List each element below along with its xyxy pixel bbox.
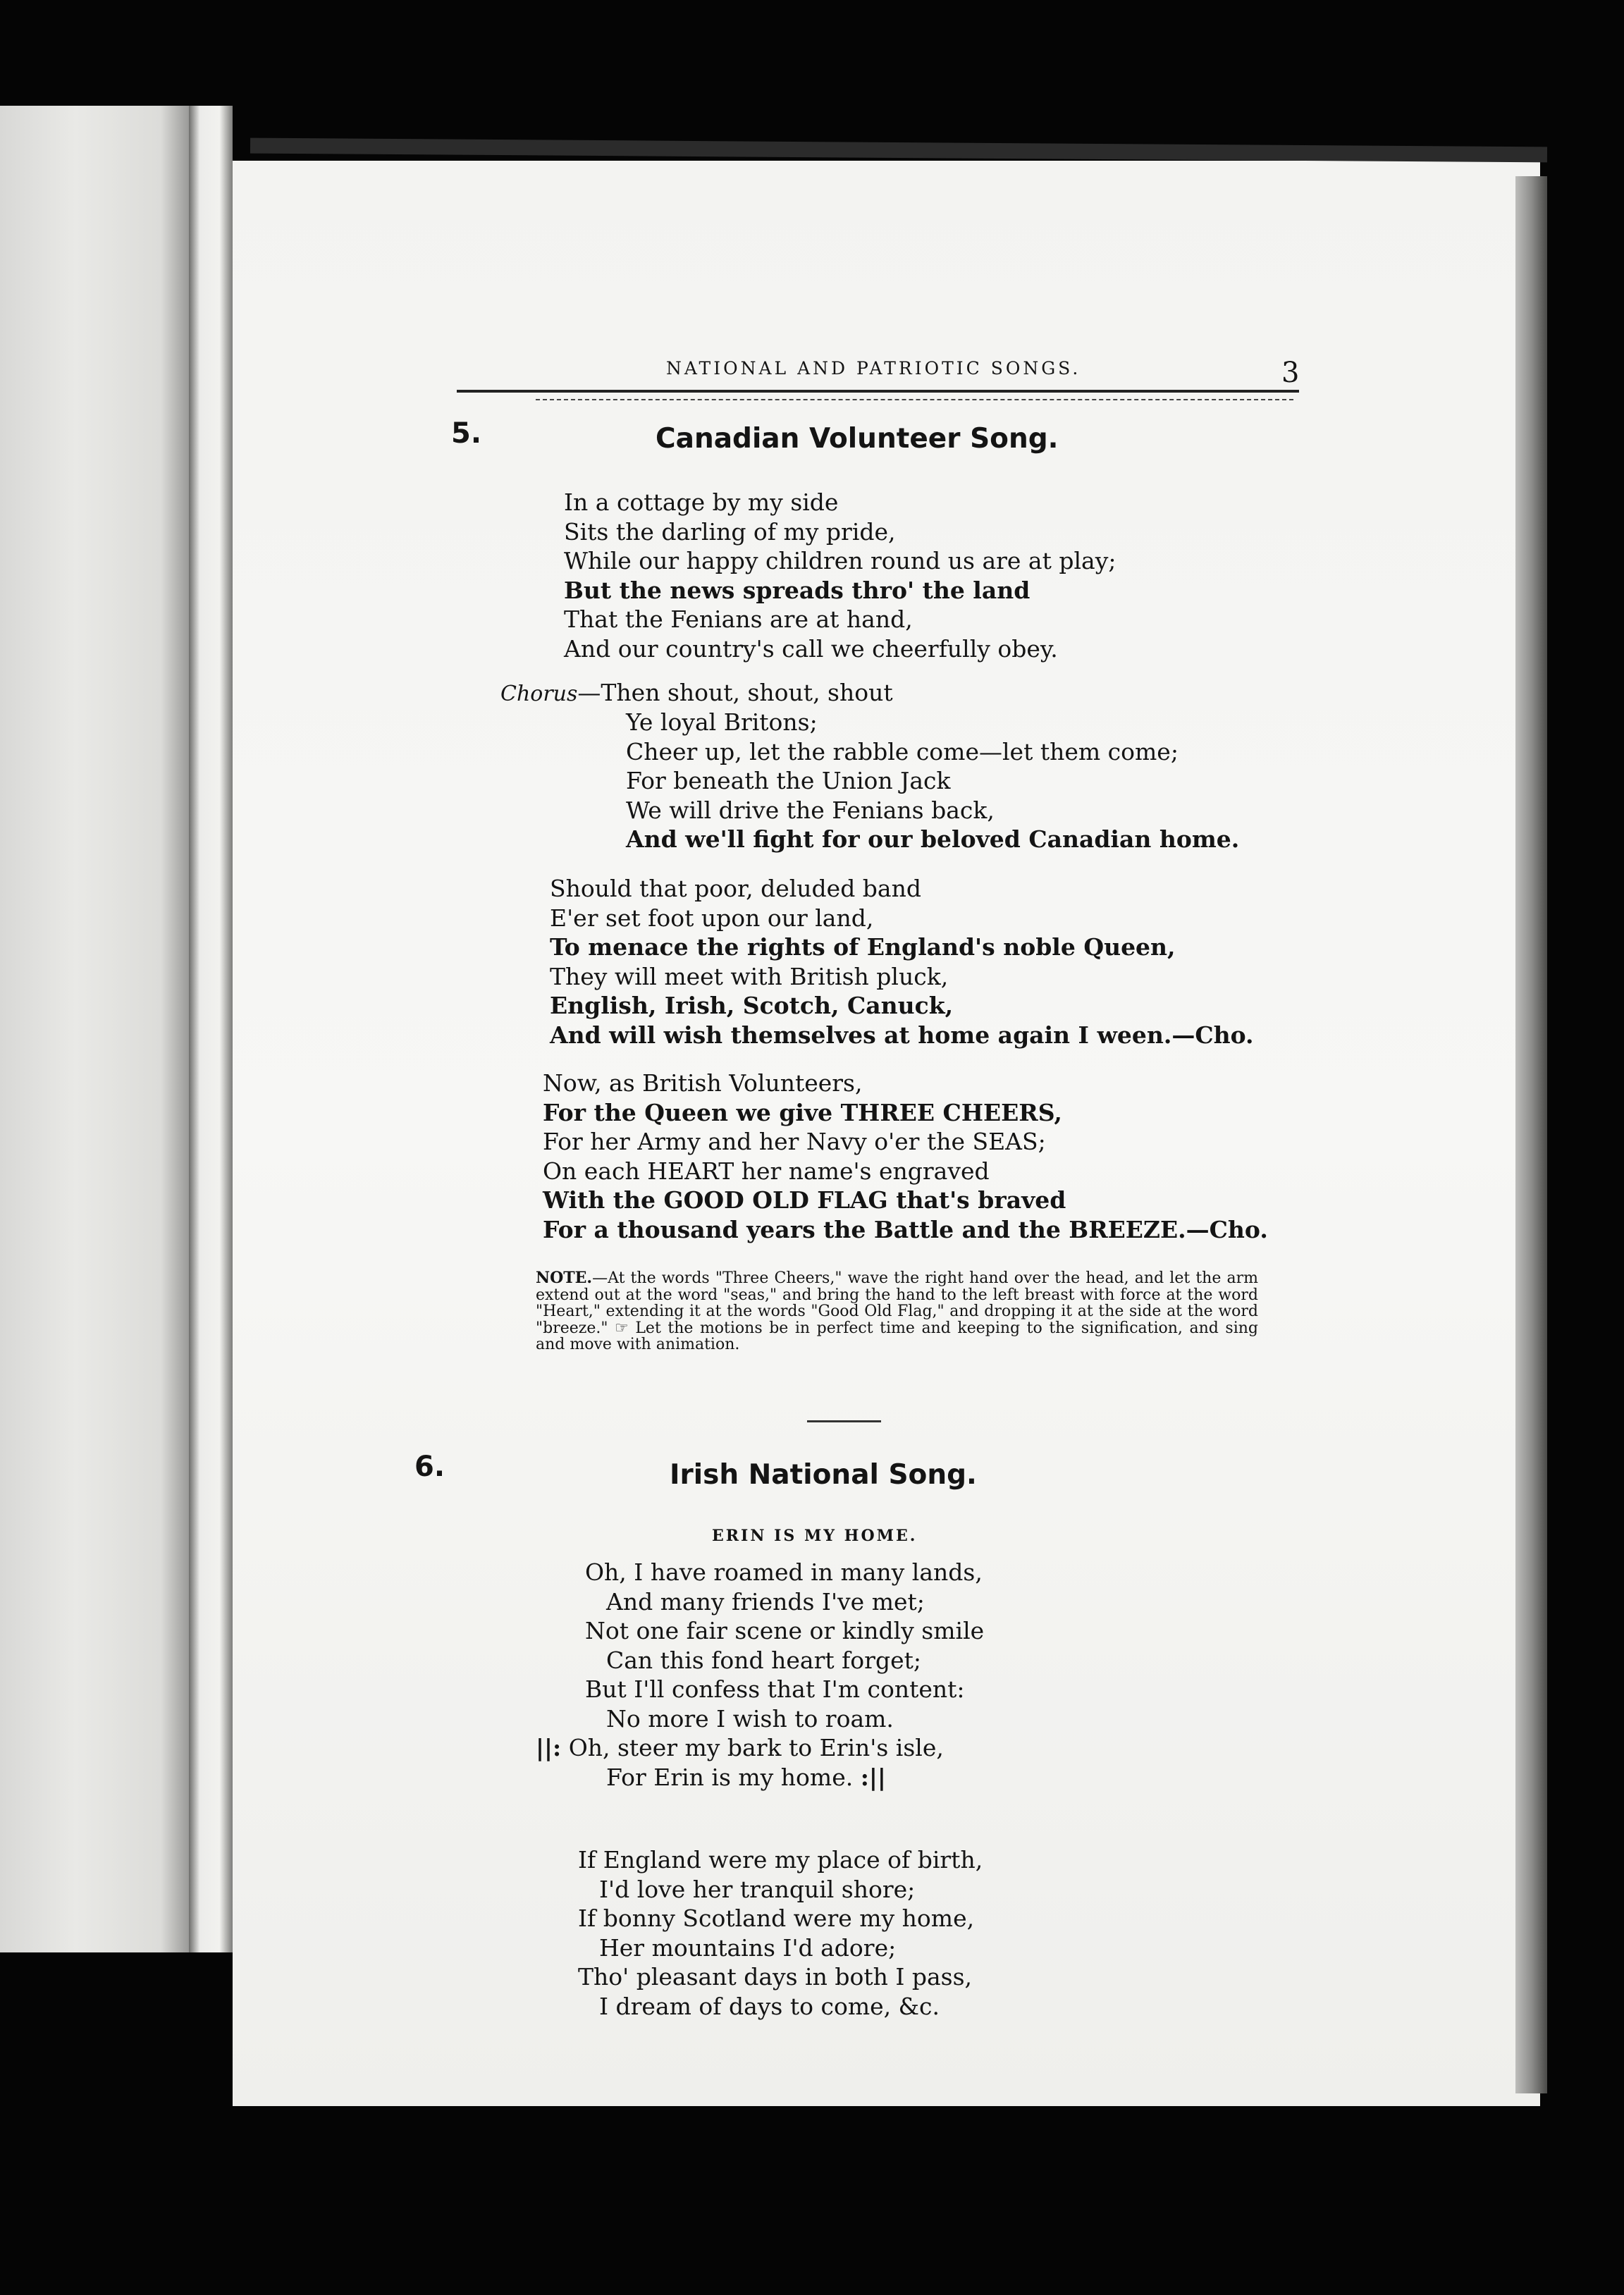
verse-line: Oh, I have roamed in many lands, xyxy=(585,1558,983,1586)
verse-line: Ye loyal Britons; xyxy=(626,708,818,736)
song-title: Canadian Volunteer Song. xyxy=(656,423,1059,455)
running-head: NATIONAL AND PATRIOTIC SONGS. xyxy=(666,358,1081,379)
song-number: 6. xyxy=(414,1451,445,1483)
verse xyxy=(578,1845,983,2021)
verse-line: If England were my place of birth, xyxy=(578,1846,983,1873)
verse-line: That the Fenians are at hand, xyxy=(564,605,913,633)
verse-line: Should that poor, deluded band xyxy=(550,875,921,902)
verse-line: With the GOOD OLD FLAG that's braved xyxy=(543,1186,1066,1214)
chorus-label: Chorus xyxy=(500,682,578,706)
verse-line: E'er set foot upon our land, xyxy=(550,904,874,932)
verse-line: Not one fair scene or kindly smile xyxy=(585,1617,985,1644)
song-title: Irish National Song. xyxy=(670,1459,977,1491)
verse-line: To menace the rights of England's noble Queen, xyxy=(550,933,1176,961)
note-label: NOTE. xyxy=(536,1269,593,1287)
verse-line: English, Irish, Scotch, Canuck, xyxy=(550,992,954,1019)
verse-line: ||: Oh, steer my bark to Erin's isle, xyxy=(536,1734,944,1761)
repeat-start-mark: ||: xyxy=(536,1734,562,1761)
page-number: 3 xyxy=(1281,357,1300,389)
song-subtitle: ERIN IS MY HOME. xyxy=(712,1527,918,1545)
verse-line: For Erin is my home. :|| xyxy=(606,1763,886,1791)
verse-line: While our happy children round us are at play; xyxy=(564,547,1116,574)
verse-line: Tho' pleasant days in both I pass, xyxy=(578,1963,973,1991)
verse-line: And many friends I've met; xyxy=(606,1587,925,1616)
chorus-body xyxy=(626,708,1239,854)
verse-line: But the news spreads thro' the land xyxy=(564,576,1031,604)
header-rule xyxy=(457,390,1299,393)
refrain xyxy=(536,1733,944,1792)
header-rule-secondary xyxy=(536,399,1293,400)
verse-line: We will drive the Fenians back, xyxy=(626,796,995,824)
verse-line: —Then shout, shout, shout xyxy=(577,679,893,706)
section-separator xyxy=(807,1420,881,1422)
note-text: —At the words "Three Cheers," wave the right hand over the head, and let the arm extend out at the word "seas," and bring the hand to the left breast with force at the word "Heart," extending it at the words "Good Old Flag," and dropping it at the side at the word "breeze." ☞ Let the motions be in perfect time and keeping to the signification, and sing and move with animation. xyxy=(536,1269,1258,1354)
repeat-end-mark: :|| xyxy=(860,1763,886,1791)
song-number: 5. xyxy=(451,417,482,450)
verse-line: For the Queen we give THREE CHEERS, xyxy=(543,1098,1062,1126)
page-edge-shadow xyxy=(1515,176,1547,2093)
verse-line: They will meet with British pluck, xyxy=(550,962,949,990)
verse xyxy=(585,1558,984,1733)
verse-line: And will wish themselves at home again I ween.—Cho. xyxy=(550,1021,1254,1049)
verse-line: In a cottage by my side xyxy=(564,488,839,516)
verse xyxy=(564,488,1116,663)
verse-line: If bonny Scotland were my home, xyxy=(578,1905,975,1932)
verse xyxy=(543,1069,1268,1244)
facing-page xyxy=(0,106,189,1952)
verse-line: Sits the darling of my pride, xyxy=(564,517,896,546)
verse-line: Can this fond heart forget; xyxy=(606,1646,921,1674)
verse-line: For her Army and her Navy o'er the SEAS; xyxy=(543,1128,1046,1155)
verse-line: And our country's call we cheerfully obey. xyxy=(564,634,1058,663)
verse-line: On each HEART her name's engraved xyxy=(543,1157,990,1185)
chorus-first-line xyxy=(500,678,893,708)
verse-line: Now, as British Volunteers, xyxy=(543,1069,863,1097)
performance-note xyxy=(536,1270,1258,1353)
verse-line: And we'll fight for our beloved Canadian home. xyxy=(626,825,1240,853)
verse-line: For a thousand years the Battle and the BREEZE.—Cho. xyxy=(543,1215,1268,1243)
book-spine xyxy=(189,106,233,1952)
verse-line: For beneath the Union Jack xyxy=(626,767,951,794)
verse-line: But I'll confess that I'm content: xyxy=(585,1675,965,1703)
page-border-rule xyxy=(250,138,1547,163)
verse-line: Cheer up, let the rabble come—let them come; xyxy=(626,737,1179,765)
verse-line: Her mountains I'd adore; xyxy=(599,1933,897,1962)
verse-line: No more I wish to roam. xyxy=(606,1704,894,1733)
verse-line: I dream of days to come, &c. xyxy=(599,1992,940,2020)
verse-line: I'd love her tranquil shore; xyxy=(599,1875,916,1903)
chorus xyxy=(500,678,893,708)
verse xyxy=(550,874,1254,1050)
